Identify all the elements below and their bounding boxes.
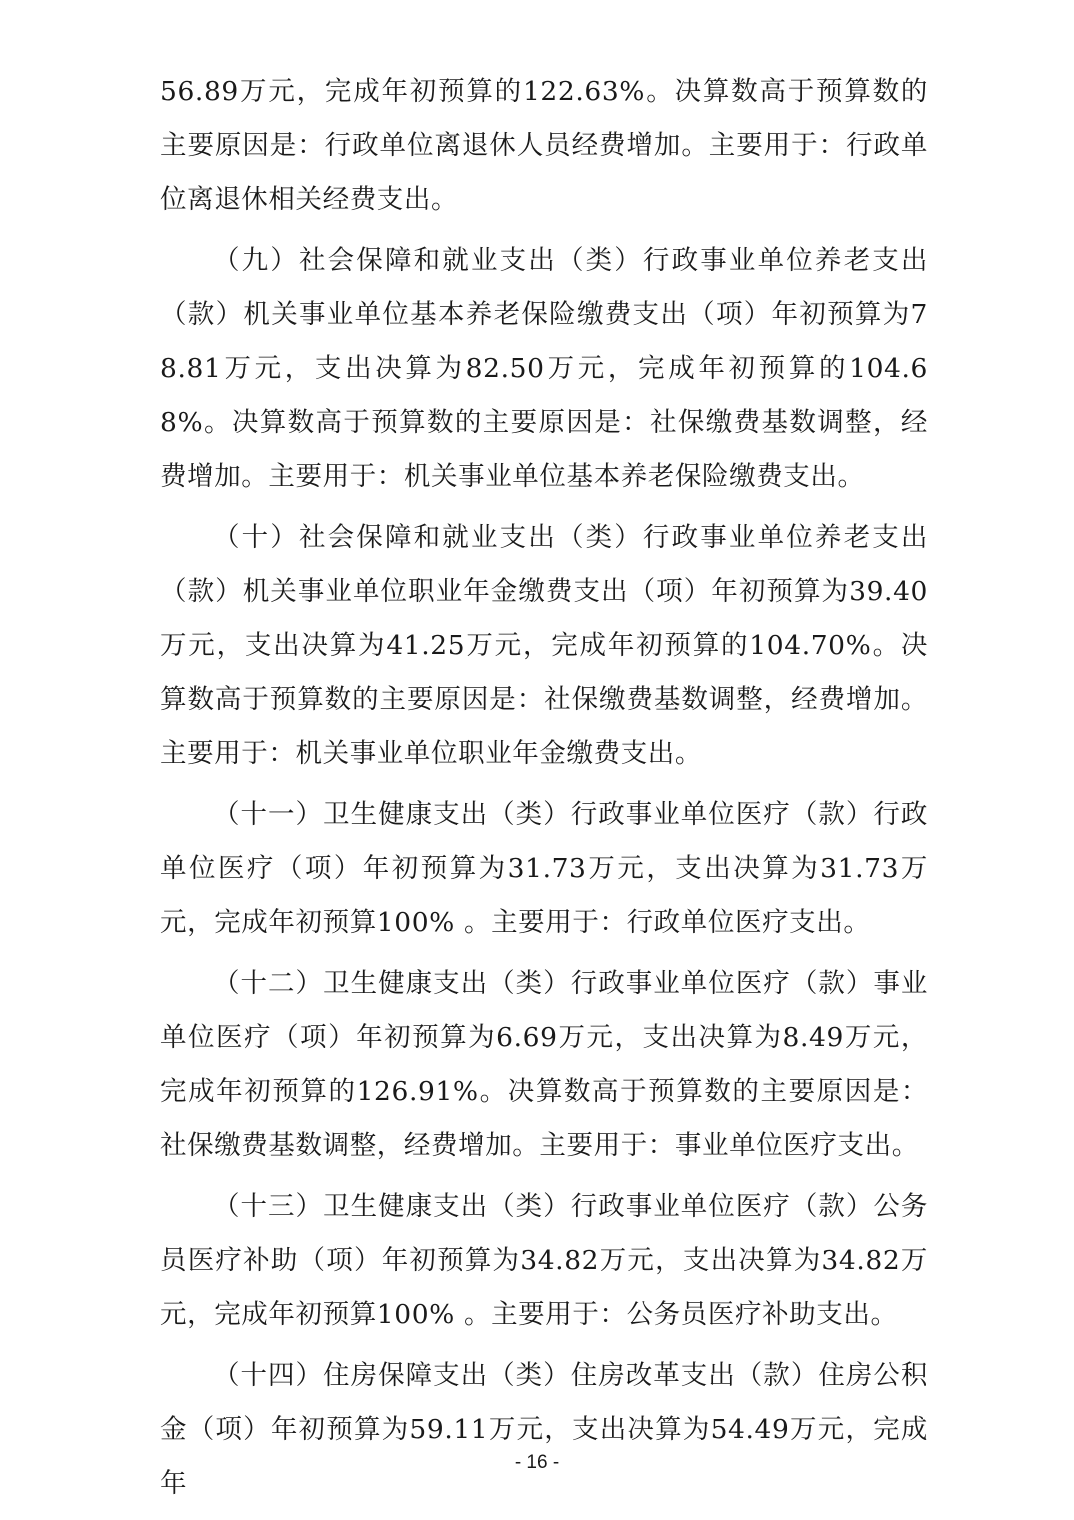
paragraph-item-14: （十四）住房保障支出（类）住房改革支出（款）住房公积金（项）年初预算为59.11万元，支出决算为54.49万元，完成年 [160,1360,928,1499]
paragraph-item-13: （十三）卫生健康支出（类）行政事业单位医疗（款）公务员医疗补助（项）年初预算为34.82万元，支出决算为34.82万元，完成年初预算100% 。主要用于：公务员医疗补助支出。 [160,1191,928,1330]
page-number: - 16 - [514,1452,560,1473]
paragraph-item-9: （九）社会保障和就业支出（类）行政事业单位养老支出（款）机关事业单位基本养老保险缴费支出（项）年初预算为78.81万元，支出决算为82.50万元，完成年初预算的104.68%。决算数高于预算数的主要原因是：社保缴费基数调整，经费增加。主要用于：机关事业单位基本养老保险缴费支出。 [160,245,928,492]
paragraph-item-10: （十）社会保障和就业支出（类）行政事业单位养老支出（款）机关事业单位职业年金缴费支出（项）年初预算为39.40万元，支出决算为41.25万元，完成年初预算的104.70%。决算数高于预算数的主要原因是：社保缴费基数调整，经费增加。主要用于：机关事业单位职业年金缴费支出。 [160,522,928,769]
paragraph-item-12: （十二）卫生健康支出（类）行政事业单位医疗（款）事业单位医疗（项）年初预算为6.69万元，支出决算为8.49万元，完成年初预算的126.91%。决算数高于预算数的主要原因是：社保缴费基数调整，经费增加。主要用于：事业单位医疗支出。 [160,968,928,1161]
document-body [160,65,928,1518]
paragraph-item-11: （十一）卫生健康支出（类）行政事业单位医疗（款）行政单位医疗（项）年初预算为31.73万元，支出决算为31.73万元，完成年初预算100% 。主要用于：行政单位医疗支出。 [160,799,928,938]
paragraph-continuation: 56.89万元，完成年初预算的122.63%。决算数高于预算数的主要原因是：行政单位离退休人员经费增加。主要用于：行政单位离退休相关经费支出。 [160,76,928,215]
